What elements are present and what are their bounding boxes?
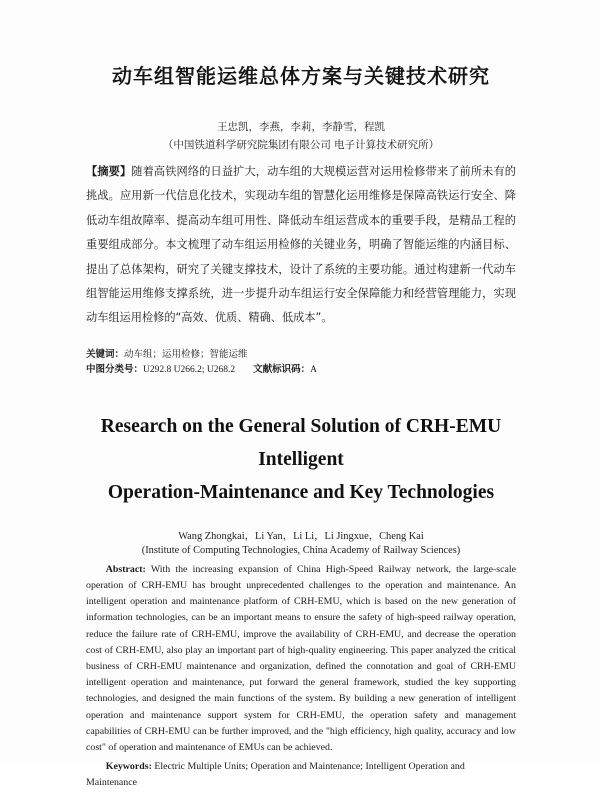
chinese-keywords: 动车组；运用检修；智能运维 (124, 348, 248, 360)
english-authors: Wang Zhongkai，Li Yan，Li Li，Li Jingxue，Cheng Kai (178, 530, 424, 542)
chinese-abstract (86, 160, 516, 331)
classification-code: U292.8 U266.2; U268.2 (143, 364, 236, 375)
english-abstract-label: Abstract: (105, 563, 146, 575)
english-keywords: Electric Multiple Units; Operation and Maintenance; Intelligent Operation and Maintenance (86, 761, 465, 789)
english-affiliation: (Institute of Computing Technologies, China Academy of Railway Sciences) (141, 544, 461, 556)
english-title-line-1: Research on the General Solution of CRH-EMU Intelligent (100, 415, 502, 470)
english-title-line-2: Operation-Maintenance and Key Technologies (107, 481, 495, 503)
chinese-keywords-label: 关键词： (86, 348, 125, 360)
chinese-keywords-line (86, 347, 516, 362)
chinese-abstract-text: 随着高铁网络的日益扩大，动车组的大规模运营对运用检修带来了前所未有的挑战。应用新一代信息化技术，实现动车组的智慧化运用维修是保障高铁运行安全、降低动车组故障率、提高动车组可用性、降低动车组运营成本的重要手段，是精品工程的重要组成部分。本文梳理了动车组运用检修的关键业务，明确了智能运维的内涵目标、提出了总体架构，研究了关键支撑技术，设计了系统的主要功能。通过构建新一代动车组智能运用维修支撑系统，进一步提升动车组运行安全保障能力和经营管理能力，实现动车组运用检修的“高效、优质、精确、低成本”。 (86, 165, 516, 325)
chinese-abstract-label: 【摘要】 (86, 165, 132, 178)
doc-code: A (310, 364, 318, 375)
english-abstract (86, 562, 516, 756)
chinese-classification-line (86, 362, 516, 378)
english-abstract-text: With the increasing expansion of China High-Speed Railway network, the large-scale operation of CRH-EMU has brought unprecedented challenges to the operation and maintenance. An intelligent operation and maintenance platform of CRH-EMU, which is based on the new generation of information technologies, can be an important means to ensure the safety of high-speed railway operation, reduce the failure rate of CRH-EMU, improve the availability of CRH-EMU, and decrease the operation cost of CRH-EMU, also play an important part of high-quality engineering. This paper analyzed the critical business of CRH-EMU maintenance and organization, defined the connotation and goal of CRH-EMU intelligent operation and maintenance, put forward the general framework, studied the key supporting technologies, and designed the main functions of the system. By building a new generation of intelligent operation and maintenance support system for CRH-EMU, the operation safety and management capabilities of CRH-EMU can be further improved, and the "high efficiency, high quality, accuracy and low cost" of operation and maintenance of EMUs can be achieved. (86, 563, 516, 754)
english-keywords-line (86, 759, 516, 791)
english-keywords-label: Keywords: (105, 761, 152, 773)
chinese-authors: 王忠凯，李燕，李莉，李静雪，程凯 (217, 121, 385, 133)
chinese-affiliation: （中国铁道科学研究院集团有限公司 电子计算技术研究所） (162, 139, 440, 151)
english-title (66, 410, 536, 509)
doc-code-label: 文献标识码： (253, 363, 311, 375)
chinese-meta (86, 347, 516, 378)
classification-label: 中图分类号： (86, 363, 144, 375)
chinese-title: 动车组智能运维总体方案与关键技术研究 (112, 64, 490, 88)
